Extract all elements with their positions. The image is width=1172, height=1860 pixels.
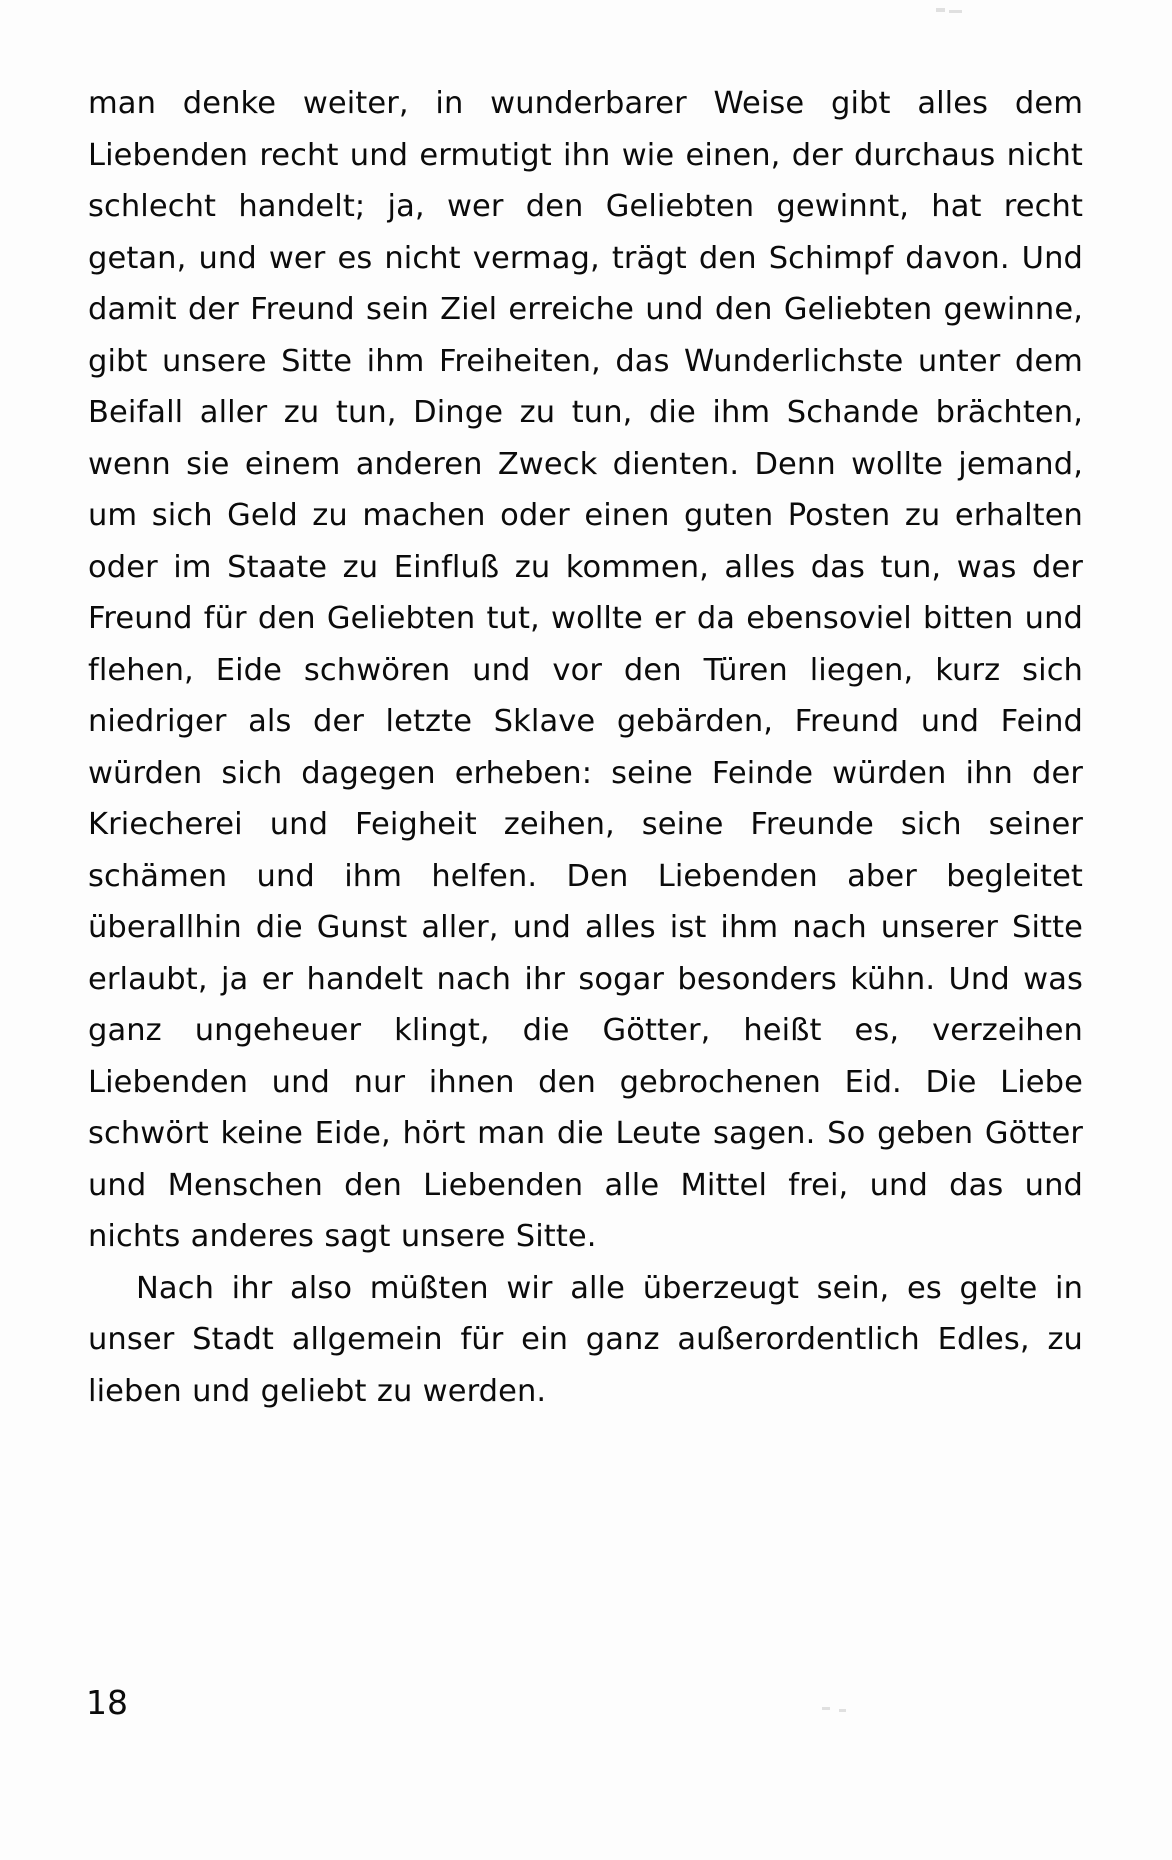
- scan-speckle: [936, 8, 945, 12]
- scan-speckle: [822, 1707, 830, 1710]
- body-text: [88, 78, 1083, 1417]
- scan-speckle: [949, 10, 962, 13]
- paragraph-1: man denke weiter, in wunderbarer Weise gibt alles dem Liebenden recht und ermutigt ihn wie einen, der durchaus nicht schlecht handelt; ja, wer den Geliebten gewinnt, hat recht getan, und wer es nicht vermag, trägt den Schimpf davon. Und damit der Freund sein Ziel erreiche und den Geliebten gewinne, gibt unsere Sitte ihm Freiheiten, das Wunderlichste unter dem Beifall aller zu tun, Dinge zu tun, die ihm Schande brächten, wenn sie einem anderen Zweck dienten. Denn wollte jemand, um sich Geld zu machen oder einen guten Posten zu erhalten oder im Staate zu Einfluß zu kommen, alles das tun, was der Freund für den Geliebten tut, wollte er da ebensoviel bitten und flehen, Eide schwören und vor den Türen liegen, kurz sich niedriger als der letzte Sklave gebärden, Freund und Feind würden sich dagegen erheben: seine Feinde würden ihn der Kriecherei und Feigheit zeihen, seine Freunde sich seiner schämen und ihm helfen. Den Liebenden aber begleitet überallhin die Gunst aller, und alles ist ihm nach unserer Sitte erlaubt, ja er handelt nach ihr sogar besonders kühn. Und was ganz ungeheuer klingt, die Götter, heißt es, verzeihen Liebenden und nur ihnen den gebrochenen Eid. Die Liebe schwört keine Eide, hört man die Leute sagen. So geben Götter und Menschen den Liebenden alle Mittel frei, und das und nichts anderes sagt unsere Sitte.: [88, 86, 1083, 1254]
- paragraph-2: Nach ihr also müßten wir alle überzeugt sein, es gelte in unser Stadt allgemein für ein ganz außerordentlich Edles, zu lieben und geliebt zu werden.: [88, 1270, 1083, 1409]
- scan-speckle: [839, 1709, 846, 1712]
- page-number: 18: [86, 1683, 128, 1722]
